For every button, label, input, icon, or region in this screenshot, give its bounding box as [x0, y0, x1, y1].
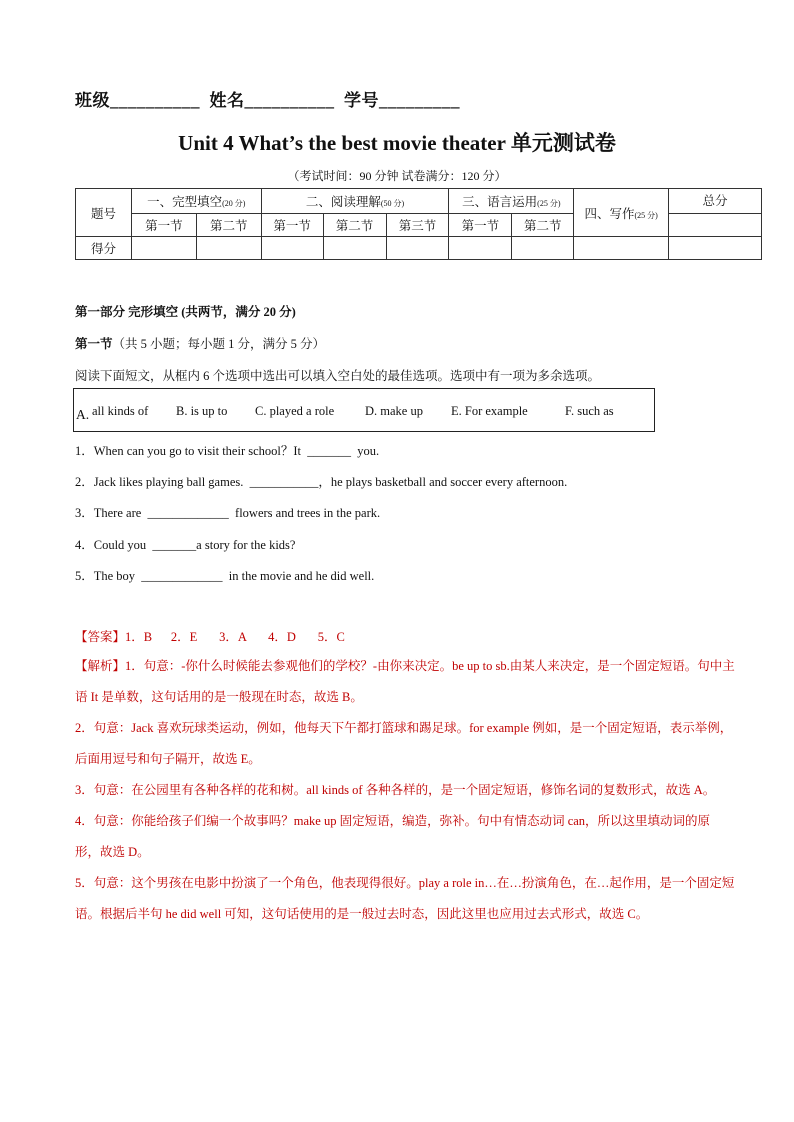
- analysis-item-1: 【解析】1．句意：-你什么时候能去参观他们的学校？-由你来决定。be up to sb.由某人来决定，是一个固定短语。句中主语 It 是单数，这句话用的是一般现在时态，故选 B。: [75, 659, 735, 704]
- instructions: 阅读下面短文，从框内 6 个选项中选出可以填入空白处的最佳选项。选项中有一项为多余选项。: [75, 369, 601, 383]
- student-info-header: [75, 86, 460, 111]
- answer-line: [75, 627, 345, 645]
- score-cell[interactable]: [131, 237, 196, 260]
- sub-section-cell: 第一节: [261, 214, 323, 237]
- question-number-label: 题号: [76, 189, 132, 237]
- part4-header: 四、写作(25 分): [574, 189, 669, 237]
- option-d: D. make up: [365, 404, 423, 418]
- score-cell[interactable]: [449, 237, 512, 260]
- score-table: [75, 188, 762, 260]
- sub-heading: 第一节（共 5 小题；每小题 1 分，满分 5 分）: [75, 337, 326, 351]
- sub-section-cell: 第二节: [323, 214, 386, 237]
- sub-section-cell: 第二节: [196, 214, 261, 237]
- part1-header: 一、完型填空(20 分): [131, 189, 261, 214]
- score-cell[interactable]: [323, 237, 386, 260]
- total-score-cell[interactable]: [669, 214, 762, 237]
- question-4: 4．Could you _______a story for the kids?: [75, 538, 296, 552]
- page-title: Unit 4 What’s the best movie theater 单元测试卷: [178, 131, 616, 155]
- part-heading: 第一部分 完形填空 (共两节，满分 20 分): [75, 305, 296, 319]
- sub-section-cell: 第三节: [386, 214, 449, 237]
- part3-header: 三、语言运用(25 分): [449, 189, 574, 214]
- option-e: E. For example: [451, 404, 528, 418]
- student-id-label: 学号_________: [344, 91, 460, 110]
- sub-section-cell: 第一节: [131, 214, 196, 237]
- score-cell[interactable]: [574, 237, 669, 260]
- score-cell[interactable]: [261, 237, 323, 260]
- option-a-letter: A.: [76, 407, 90, 422]
- name-label: 姓名__________: [209, 91, 335, 110]
- analysis-item-5: 5．句意：这个男孩在电影中扮演了一个角色，他表现得很好。play a role in…在…扮演角色，在…起作用，是一个固定短语。根据后半句 he did well 可知，这句话使用的是一般过去时态，因此这里也应用过去式形式，故选 C。: [75, 876, 735, 921]
- question-1: 1．When can you go to visit their school？It _______ you.: [75, 444, 380, 458]
- answer-text: 1．B 2．E 3．A 4．D 5．C: [125, 630, 345, 644]
- analysis-item-2: 2．句意：Jack 喜欢玩球类运动，例如，他每天下午都打篮球和踢足球。for example 例如，是一个固定短语，表示举例，后面用逗号和句子隔开，故选 E。: [75, 721, 733, 766]
- question-2: 2．Jack likes playing ball games. ___________，he plays basketball and soccer every afternoon.: [75, 475, 568, 489]
- analysis-item-3: 3．句意：在公园里有各种各样的花和树。all kinds of 各种各样的，是一个固定短语，修饰名词的复数形式，故选 A。: [75, 783, 716, 797]
- score-cell[interactable]: [669, 237, 762, 260]
- class-label: 班级__________: [75, 91, 200, 110]
- total-header: 总分: [669, 189, 762, 214]
- analysis-item-4: 4．句意：你能给孩子们编一个故事吗？make up 固定短语，编造，弥补。句中有情态动词 can，所以这里填动词的原形，故选 D。: [75, 814, 711, 859]
- sub-section-cell: 第二节: [512, 214, 574, 237]
- option-b: B. is up to: [176, 404, 228, 418]
- part2-header: 二、阅读理解(50 分): [261, 189, 449, 214]
- option-a: all kinds of: [92, 404, 149, 418]
- options-box: [73, 388, 655, 432]
- score-cell[interactable]: [386, 237, 449, 260]
- sub-section-cell: 第一节: [449, 214, 512, 237]
- question-5: 5．The boy _____________ in the movie and he did well.: [75, 569, 375, 583]
- analysis: [75, 651, 735, 930]
- option-c: C. played a role: [255, 404, 335, 418]
- exam-info: （考试时间：90 分钟 试卷满分：120 分）: [287, 169, 507, 183]
- answer-label: 【答案】: [75, 630, 126, 644]
- score-row-label: 得分: [76, 237, 132, 260]
- score-cell[interactable]: [196, 237, 261, 260]
- option-f: F. such as: [565, 404, 614, 418]
- question-3: 3．There are _____________ flowers and trees in the park.: [75, 506, 381, 520]
- score-cell[interactable]: [512, 237, 574, 260]
